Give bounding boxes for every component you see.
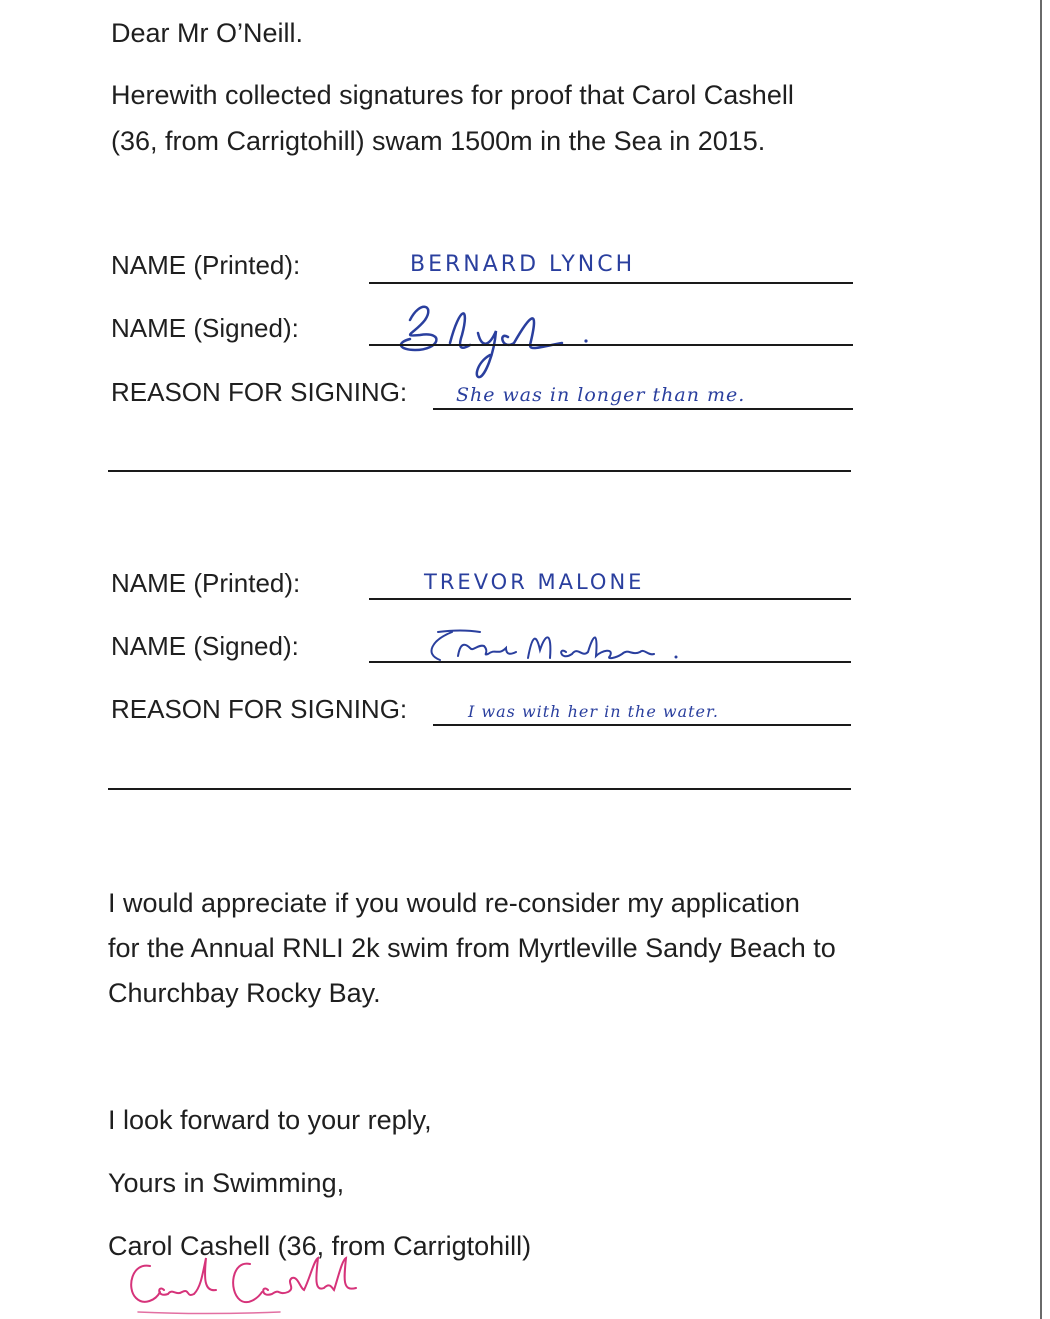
printed-name-line	[369, 598, 851, 600]
reason-label: REASON FOR SIGNING:	[111, 694, 408, 724]
request-line-3: Churchbay Rocky Bay.	[108, 978, 381, 1008]
reply-line: I look forward to your reply,	[108, 1105, 432, 1135]
signature-b-lynch	[390, 295, 600, 385]
reason-continuation-line	[108, 470, 851, 472]
request-line-1: I would appreciate if you would re-consider my application	[108, 888, 800, 918]
reason-line	[433, 408, 853, 410]
signature-line	[369, 661, 851, 663]
name-signed-label: NAME (Signed):	[111, 313, 299, 343]
reason-continuation-line	[108, 788, 851, 790]
page-edge	[1040, 0, 1042, 1319]
signature-line	[369, 344, 853, 346]
printed-name-value: BERNARD LYNCH	[410, 252, 636, 277]
intro-line-1: Herewith collected signatures for proof that Carol Cashell	[111, 80, 794, 110]
printed-name-value: TREVOR MALONE	[424, 570, 645, 594]
reason-value: I was with her in the water.	[468, 702, 719, 721]
printed-name-line	[369, 282, 853, 284]
request-line-2: for the Annual RNLI 2k swim from Myrtleville Sandy Beach to	[108, 933, 836, 963]
reason-value: She was in longer than me.	[456, 384, 746, 406]
name-printed-label: NAME (Printed):	[111, 250, 301, 280]
reason-line	[433, 724, 851, 726]
signature-carol-cashell	[120, 1248, 370, 1318]
author-name: Carol Cashell (36, from Carrigtohill)	[108, 1231, 532, 1261]
intro-line-2: (36, from Carrigtohill) swam 1500m in the Sea in 2015.	[111, 126, 766, 156]
reason-label: REASON FOR SIGNING:	[111, 377, 408, 407]
salutation: Dear Mr O’Neill.	[111, 18, 304, 48]
sign-off: Yours in Swimming,	[108, 1168, 345, 1198]
name-signed-label: NAME (Signed):	[111, 631, 299, 661]
name-printed-label: NAME (Printed):	[111, 568, 301, 598]
